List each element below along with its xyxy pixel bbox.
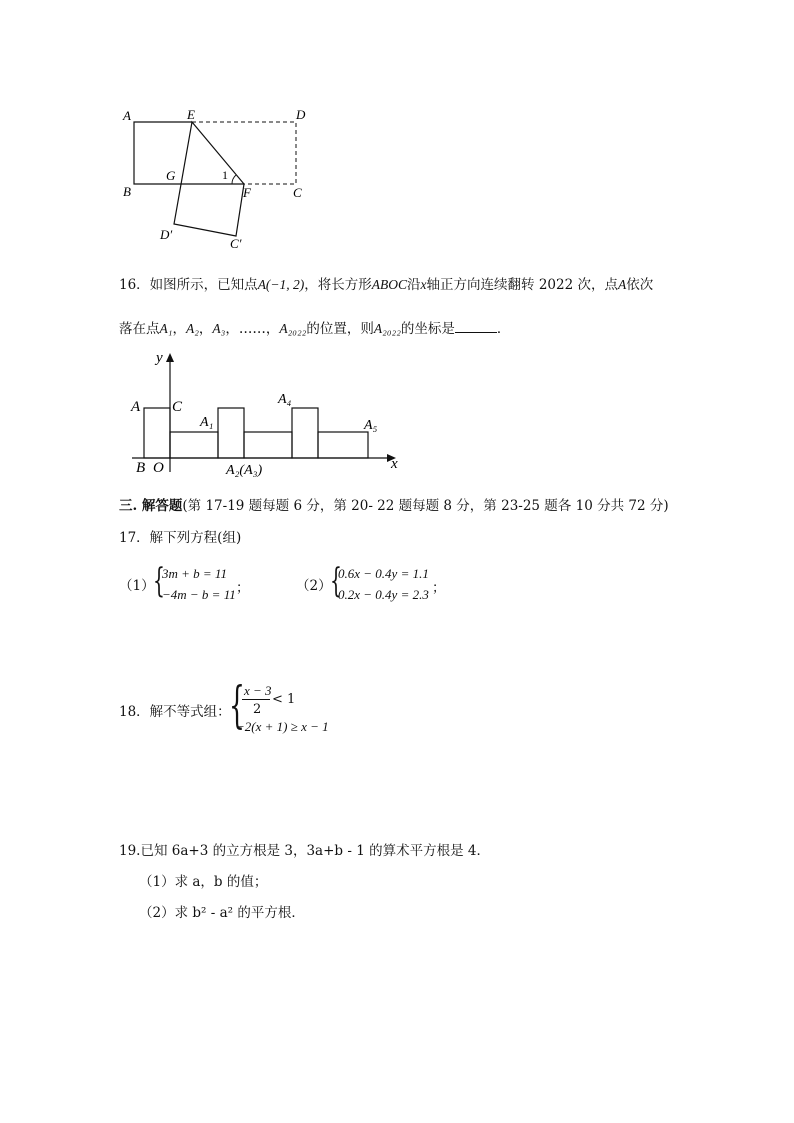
label-A2A3: A₂(A₃) <box>226 463 263 478</box>
q18-denominator: 2 <box>253 702 262 717</box>
q18-rel1: < 1 <box>272 692 296 707</box>
q17-part1-eq1: 3m + b = 11 <box>162 566 227 581</box>
rect-pos2 <box>218 408 244 458</box>
q17-part2-label: （2） <box>296 578 332 594</box>
label-G: G <box>166 168 176 183</box>
q17-part1-eq2: −4m − b = 11 <box>162 587 236 602</box>
q18-numerator: x − 3 <box>244 683 272 698</box>
q17-part1-brace: { <box>153 561 165 601</box>
section-3-heading: 三. 解答题(第 17-19 题每题 6 分，第 20- 22 题每题 8 分，第 23-25 题各 10 分共 72 分) <box>119 498 669 514</box>
q17-part1-end: ； <box>236 580 250 596</box>
label-A: A <box>131 399 141 415</box>
angle-1-arc <box>232 175 236 184</box>
q17-part2-end: ； <box>432 580 446 596</box>
q18-brace: { <box>229 676 245 734</box>
q19-part2: （2）求 b² - a² 的平方根． <box>139 905 305 921</box>
label-y: y <box>156 350 163 366</box>
label-C: C <box>293 185 302 200</box>
q17-title: 17．解下列方程(组) <box>119 530 242 546</box>
rect-pos5 <box>318 432 368 458</box>
q17-part2-eq2: 0.2x − 0.4y = 2.3 <box>338 587 429 602</box>
label-E: E <box>187 107 195 122</box>
q18-ineq2: −2(x + 1) ≥ x − 1 <box>236 719 329 734</box>
label-C: C <box>172 399 183 415</box>
label-A: A <box>123 108 131 123</box>
rect-pos4 <box>292 408 318 458</box>
label-1: 1 <box>222 168 228 182</box>
q16-line1: 16．如图所示，已知点A(−1, 2)，将长方形ABOC沿x轴正方向连续翻转 2022 次，点A依次 <box>119 277 654 293</box>
q16-line2: 落在点A₁，A₂，A₃，……，A₂₀₂₂的位置，则A₂₀₂₂的坐标是 ． <box>119 321 511 337</box>
rectangle-fold-figure <box>118 100 318 260</box>
label-B: B <box>136 460 146 476</box>
q17-part2-eq1: 0.6x − 0.4y = 1.1 <box>338 566 429 581</box>
rect-ABOC <box>144 408 170 458</box>
rect-pos3 <box>244 432 292 458</box>
rect-pos1 <box>170 432 218 458</box>
q17-part2-brace: { <box>330 561 342 601</box>
label-C-prime: C′ <box>230 236 242 251</box>
q19-part1: （1）求 a，b 的值； <box>139 874 268 890</box>
flip-rectangle-figure <box>128 348 408 480</box>
label-A5: A₅ <box>364 418 378 433</box>
label-D: D <box>296 107 306 122</box>
label-B: B <box>123 184 131 199</box>
rect-dashed-part <box>192 122 296 184</box>
q17-part1-label: （1） <box>119 578 155 594</box>
y-axis-arrow <box>166 353 174 362</box>
point-A-coord: A(−1, 2) <box>257 277 305 292</box>
answer-blank[interactable] <box>455 320 497 333</box>
label-A1: A₁ <box>200 415 214 430</box>
q18-fraction-bar <box>242 699 270 700</box>
label-F: F <box>243 185 251 200</box>
label-x: x <box>391 456 398 472</box>
label-A4: A₄ <box>278 392 292 407</box>
label-O: O <box>153 460 164 476</box>
q18-title: 18．解不等式组： <box>119 704 231 720</box>
label-D-prime: D′ <box>160 227 173 242</box>
q19-stem: 19.已知 6a+3 的立方根是 3，3a+b - 1 的算术平方根是 4． <box>119 843 490 859</box>
